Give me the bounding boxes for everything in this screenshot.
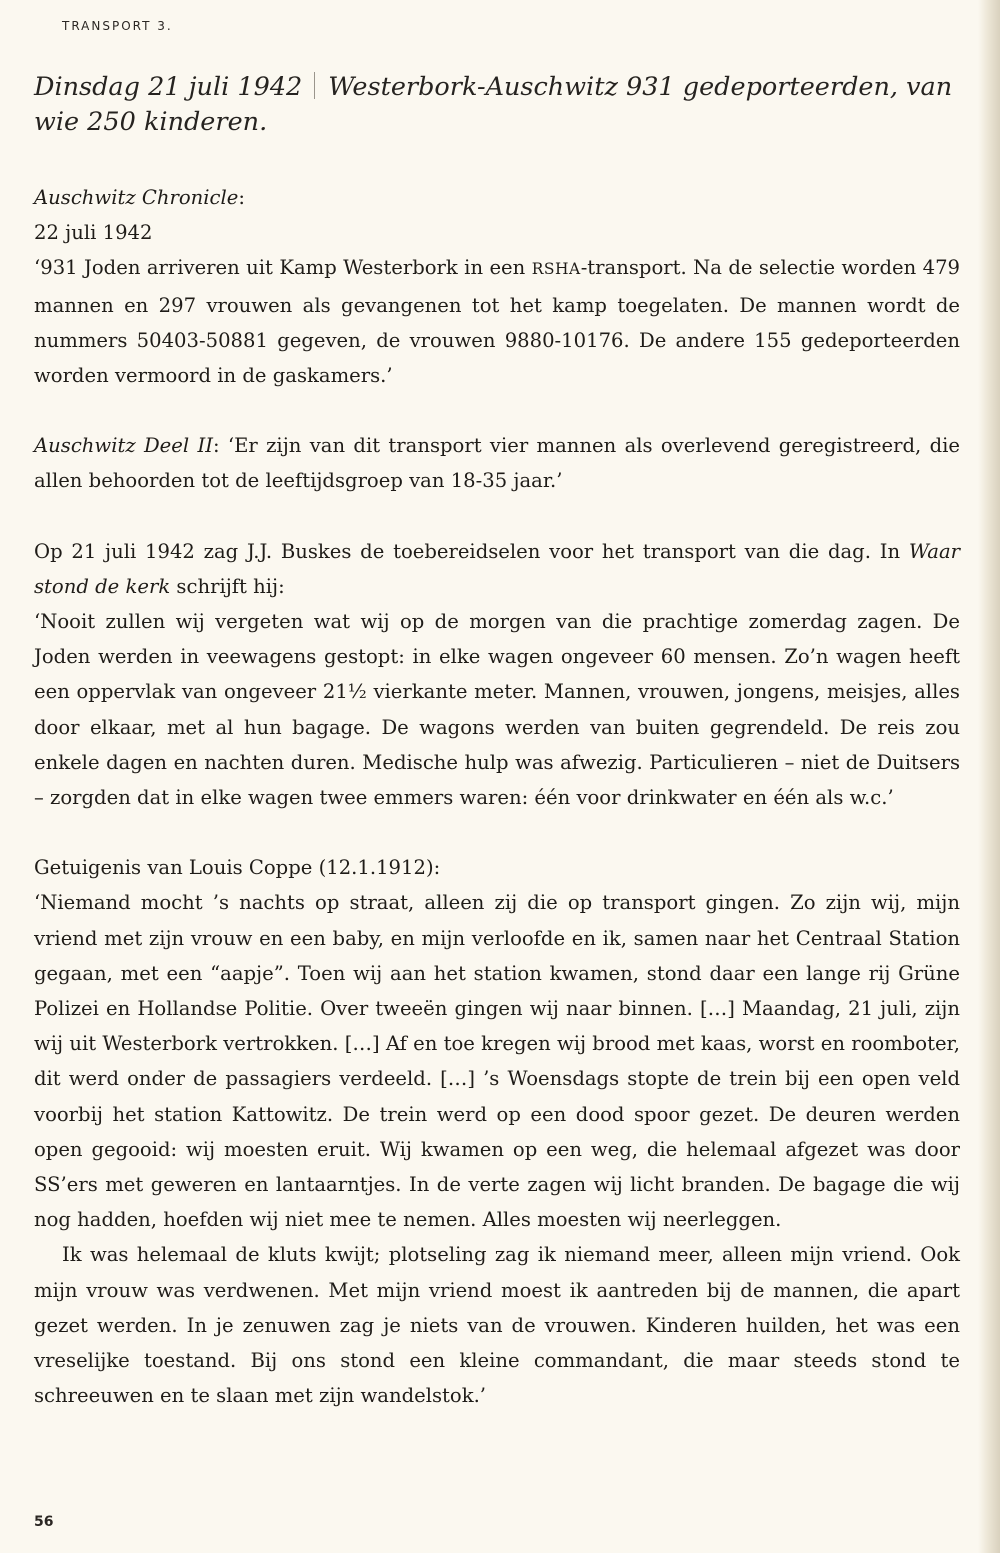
coppe-paragraph-2: Ik was helemaal de kluts kwijt; plotseling zag ik niemand meer, alleen mijn vriend. Ook mijn vrouw was verdwenen. Met mijn vriend moest ik aantreden bij de mannen, die apart gezet werden. In je zenuwen zag je niets van de vrouwen. Kinderen huilden, het was een vreselijke toestand. Bij ons stond een kleine commandant, die maar steeds stond te schreeuwen en te slaan met zijn wandelstok.’ — [34, 1243, 960, 1408]
chronicle-source-colon: : — [238, 186, 245, 209]
paragraph-gap — [34, 393, 960, 428]
buskes-intro-end: schrijft hij: — [170, 574, 285, 598]
deel2-text: : ‘Er zijn van dit transport vier mannen als overlevend geregistreerd, die allen behoorden tot de leeftijdsgroep van 18-35 jaar.’ — [34, 434, 960, 493]
title-date: Dinsdag 21 juli 1942 — [34, 72, 303, 102]
buskes-book-title: Waar stond de kerk — [34, 539, 960, 598]
chapter-title — [34, 70, 960, 140]
title-route: Westerbork-Auschwitz 931 gedeporteerden, van — [328, 72, 953, 102]
title-separator — [314, 72, 315, 99]
chronicle-source: Auschwitz Chronicle — [34, 186, 239, 209]
chronicle-source-line — [34, 180, 960, 215]
chronicle-date: 22 juli 1942 — [34, 221, 153, 245]
buskes-intro-start: Op 21 juli 1942 zag J.J. Buskes de toebereidselen voor het transport van die dag. In — [34, 539, 909, 563]
chronicle-quote — [34, 250, 960, 393]
chronicle-quote-end: -transport. Na de selectie worden 479 mannen en 297 vrouwen als gevangenen tot het kamp toegelaten. De mannen wordt de nummers 50403-50881 gegeven, de vrouwen 9880-10176. De andere 155 gedeporteerden worden vermoord in de gaskamers.’ — [34, 256, 960, 388]
deel2-paragraph — [34, 428, 960, 498]
rsha-abbreviation: RSHA — [531, 260, 581, 279]
chronicle-quote-start: ‘931 Joden arriveren uit Kamp Westerbork in een — [34, 256, 532, 280]
coppe-heading: Getuigenis van Louis Coppe (12.1.1912): — [34, 856, 441, 880]
coppe-paragraph-1: ‘Niemand mocht ’s nachts op straat, alleen zij die op transport gingen. Zo zijn wij, mijn vriend met zijn vrouw en een baby, en mijn verloofde en ik, samen naar het Centraal Station gegaan, met een “aapje”. Toen wij aan het station kwamen, stond daar een lange rij Grüne Polizei en Hollandse Politie. Over tweeën gingen wij naar binnen. […] Maandag, 21 juli, zijn wij uit Westerbork vertrokken. […] Af en toe kregen wij brood met kaas, worst en roomboter, dit werd onder de passagiers verdeeld. […] ’s Woensdags stopte de trein bij een open veld voorbij het station Kattowitz. De trein werd op een dood spoor gezet. De deuren werden open gegooid: wij moesten eruit. Wij kwamen op een weg, die helemaal afgezet was door SS’ers met geweren en lantaarntjes. In de verte zagen wij licht branden. De bagage die wij nog hadden, hoefden wij niet mee te nemen. Alles moesten wij neerleggen. — [34, 891, 960, 1232]
buskes-intro — [34, 534, 960, 604]
deel2-source: Auschwitz Deel II — [34, 434, 213, 458]
buskes-quote: ‘Nooit zullen wij vergeten wat wij op de morgen van die prachtige zomerdag zagen. De Joden werden in veewagens gestopt: in elke wagen ongeveer 60 mensen. Zo’n wagen heeft een oppervlak van ongeveer 21½ vierkante meter. Mannen, vrouwen, jongens, meisjes, alles door elkaar, met al hun bagage. De wagons werden van buiten gegrendeld. De reis zou enkele dagen en nachten duren. Medische hulp was afwezig. Particulieren – niet de Duitsers – zorgden dat in elke wagen twee emmers waren: één voor drinkwater en één als w.c.’ — [34, 610, 960, 810]
page-number: 56 — [34, 1514, 54, 1530]
title-route-continued: wie 250 kinderen. — [34, 107, 268, 137]
page-edge-shadow — [978, 0, 1000, 1553]
paragraph-gap — [34, 499, 960, 534]
body-text — [34, 180, 960, 1414]
running-head: TRANSPORT 3. — [62, 19, 173, 33]
paragraph-gap — [34, 815, 960, 850]
